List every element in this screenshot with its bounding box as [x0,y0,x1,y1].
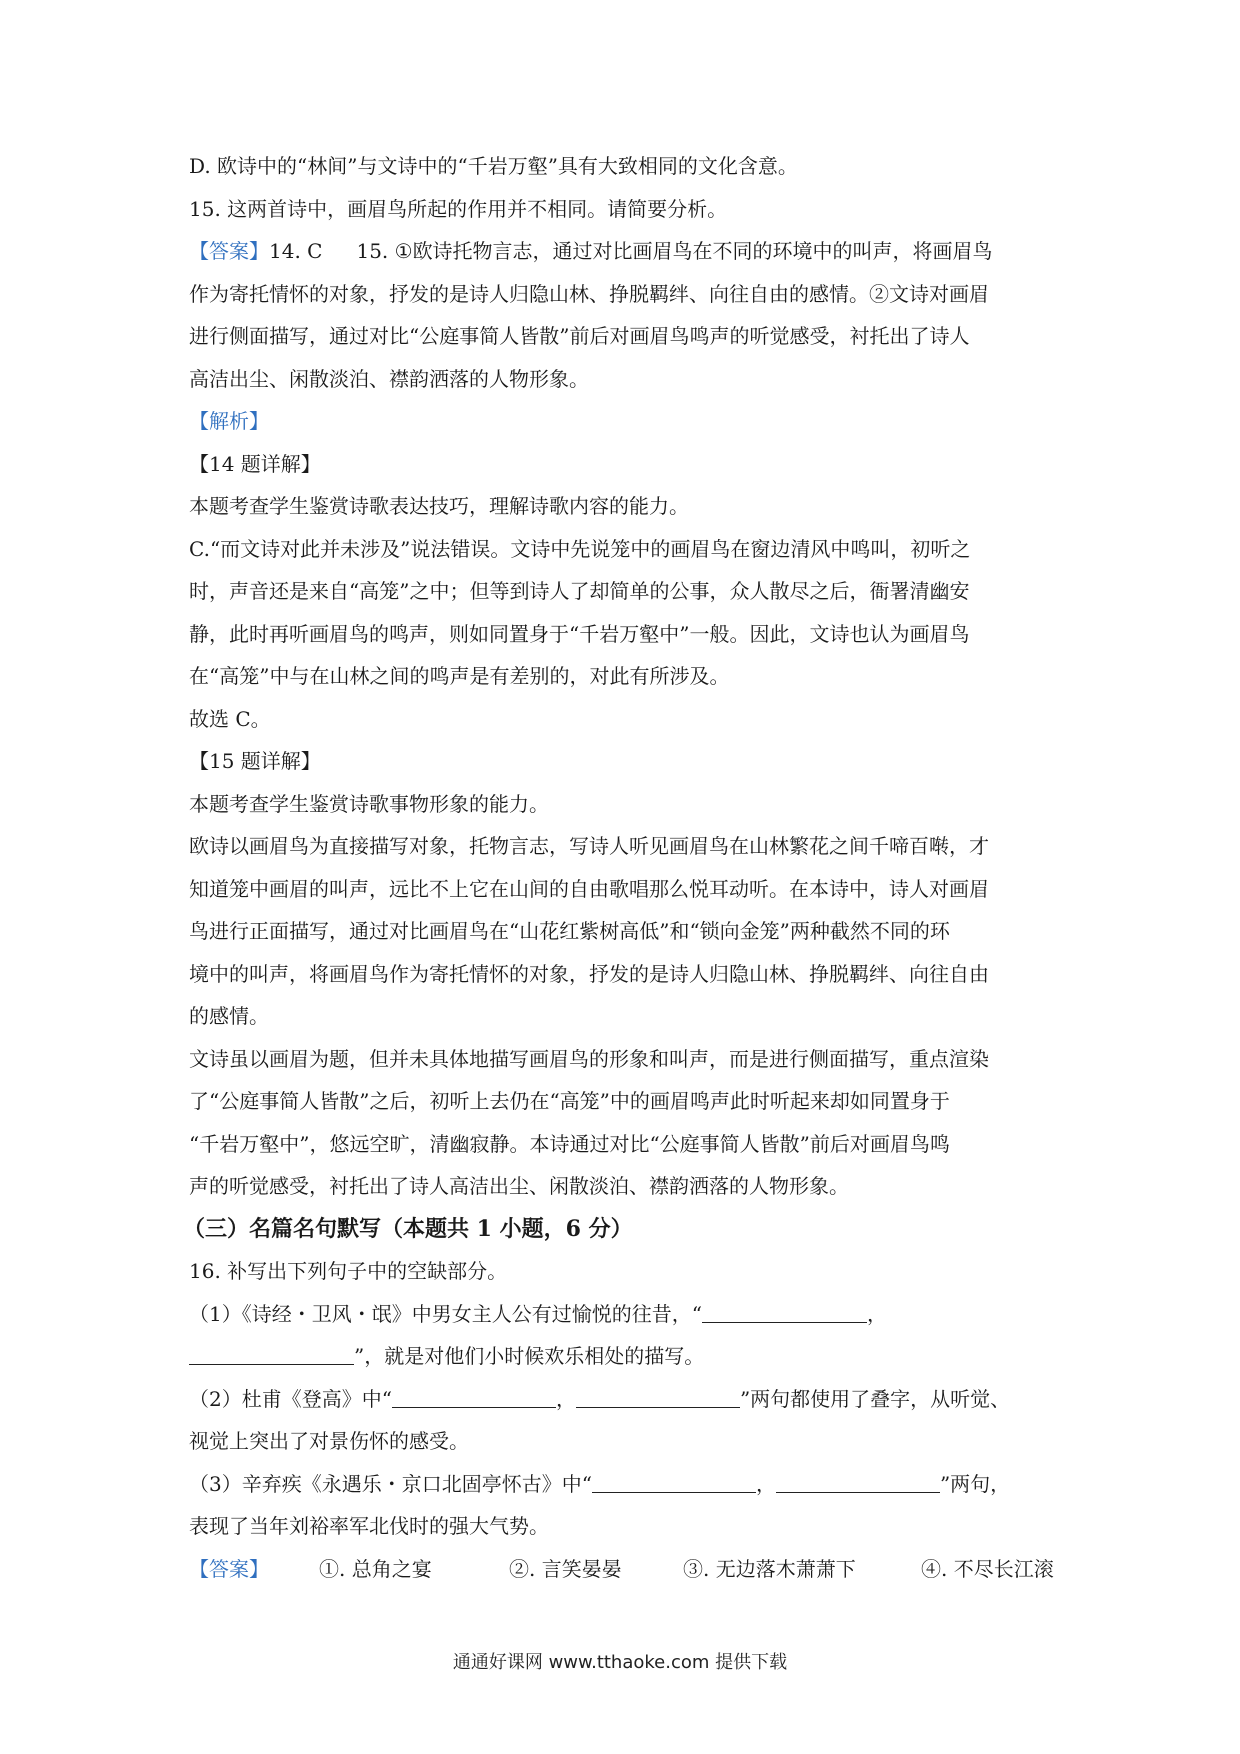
detail-14-line1: 本题考查学生鉴赏诗歌表达技巧，理解诗歌内容的能力。 [189,494,689,518]
answer-14: 14. C [269,239,323,263]
q16-1-text-a: （1）《诗经・卫风・氓》中男女主人公有过愉悦的往昔，“ [189,1301,702,1326]
detail-15-line1: 本题考查学生鉴赏诗歌事物形象的能力。 [189,791,549,816]
answer-15-line3: 进行侧面描写，通过对比“公庭事简人皆散”前后对画眉鸟鸣声的听觉感受，衬托出了诗人 [189,324,970,348]
q16-3-text-a: （3）辛弃疾《永遇乐・京口北固亭怀古》中“ [189,1471,592,1496]
detail-14-line5: 在“高笼”中与在山林之间的鸣声是有差别的，对此有所涉及。 [189,664,730,688]
question-15: 15. 这两首诗中，画眉鸟所起的作用并不相同。请简要分析。 [189,196,728,221]
detail-15-line10: 声的听觉感受，衬托出了诗人高洁出尘、闲散淡泊、襟韵洒落的人物形象。 [189,1174,849,1198]
detail-15-line3: 知道笼中画眉的叫声，远比不上它在山间的自由歌唱那么悦耳动听。在本诗中，诗人对画眉 [189,876,989,901]
blank-5[interactable] [592,1468,756,1493]
answer-16 [189,1548,1061,1591]
blank-3[interactable] [392,1383,556,1408]
question-16-1 [189,1293,1061,1336]
question-16-3-cont: 表现了当年刘裕率军北伐时的强大气势。 [189,1514,549,1538]
detail-15-line7: 文诗虽以画眉为题，但并未具体地描写画眉鸟的形象和叫声，而是进行侧面描写，重点渲染 [189,1046,989,1071]
question-16: 16. 补写出下列句子中的空缺部分。 [189,1259,508,1283]
answer-16-tag: 【答案】 [189,1556,269,1581]
answer-15-line1: 15. ①欧诗托物言志，通过对比画眉鸟在不同的环境中的叫声，将画眉鸟 [356,239,993,263]
q16-3-text-c: ”两句， [939,1471,1011,1496]
q16-3-text-b: ， [755,1471,776,1496]
analysis-tag: 【解析】 [189,409,269,433]
q16-1-text-c: ”，就是对他们小时候欢乐相处的描写。 [354,1344,705,1368]
question-16-1-cont [189,1335,1061,1378]
footer-credit: 通通好课网 www.tthaoke.com 提供下载 [452,1652,788,1673]
blank-2[interactable] [189,1340,354,1365]
answer-14-15 [189,230,1061,273]
q16-2-text-a: （2）杜甫《登高》中“ [189,1386,392,1411]
q16-1-text-b: ， [866,1301,887,1326]
detail-14-line4: 静，此时再听画眉鸟的鸣声，则如同置身于“千岩万壑中”一般。因此，文诗也认为画眉鸟 [189,621,970,646]
detail-15-title: 【15 题详解】 [189,749,321,773]
answer-16-1: ①. 总角之宴 [319,1556,432,1581]
detail-15-line8: 了“公庭事简人皆散”之后，初听上去仍在“高笼”中的画眉鸣声此时听起来却如同置身于 [189,1089,950,1113]
question-16-2 [189,1378,1061,1421]
detail-14-line6: 故选 C。 [189,706,271,731]
blank-6[interactable] [776,1468,940,1493]
answer-tag: 【答案】 [189,239,269,263]
option-d: D. 欧诗中的“林间”与文诗中的“千岩万壑”具有大致相同的文化含意。 [189,154,798,178]
answer-16-3: ③. 无边落木萧萧下 [683,1556,856,1581]
question-16-2-cont: 视觉上突出了对景伤怀的感受。 [189,1429,469,1453]
answer-16-4: ④. 不尽长江滚 [921,1556,1054,1581]
section-heading-3: （三）名篇名句默写（本题共 1 小题，6 分） [183,1215,633,1242]
detail-14-title: 【14 题详解】 [189,451,321,476]
detail-15-line5: 境中的叫声，将画眉鸟作为寄托情怀的对象，抒发的是诗人归隐山林、挣脱羁绊、向往自由 [189,961,989,986]
detail-14-line3: 时，声音还是来自“高笼”之中；但等到诗人了却简单的公事，众人散尽之后，衙署清幽安 [189,579,970,603]
document-body [183,145,1061,1590]
q16-2-text-b: ， [555,1386,576,1411]
detail-14-line2: C.“而文诗对此并未涉及”说法错误。文诗中先说笼中的画眉鸟在窗边清风中鸣叫，初听之 [189,536,971,561]
answer-16-2: ②. 言笑晏晏 [509,1556,622,1581]
blank-4[interactable] [576,1383,740,1408]
question-16-3 [189,1463,1061,1506]
q16-2-text-c: ”两句都使用了叠字，从听觉、 [739,1386,1011,1411]
detail-15-line2: 欧诗以画眉鸟为直接描写对象，托物言志，写诗人听见画眉鸟在山林繁花之间千啼百啭，才 [189,834,989,858]
answer-15-line2: 作为寄托情怀的对象，抒发的是诗人归隐山林、挣脱羁绊、向往自由的感情。②文诗对画眉 [189,281,989,306]
detail-15-line6: 的感情。 [189,1004,269,1028]
answer-15-line4: 高洁出尘、闲散淡泊、襟韵洒落的人物形象。 [189,366,589,391]
blank-1[interactable] [702,1298,867,1323]
detail-15-line4: 鸟进行正面描写，通过对比画眉鸟在“山花红紫树高低”和“锁向金笼”两种截然不同的环 [189,919,950,943]
detail-15-line9: “千岩万壑中”，悠远空旷，清幽寂静。本诗通过对比“公庭事简人皆散”前后对画眉鸟鸣 [189,1131,950,1156]
